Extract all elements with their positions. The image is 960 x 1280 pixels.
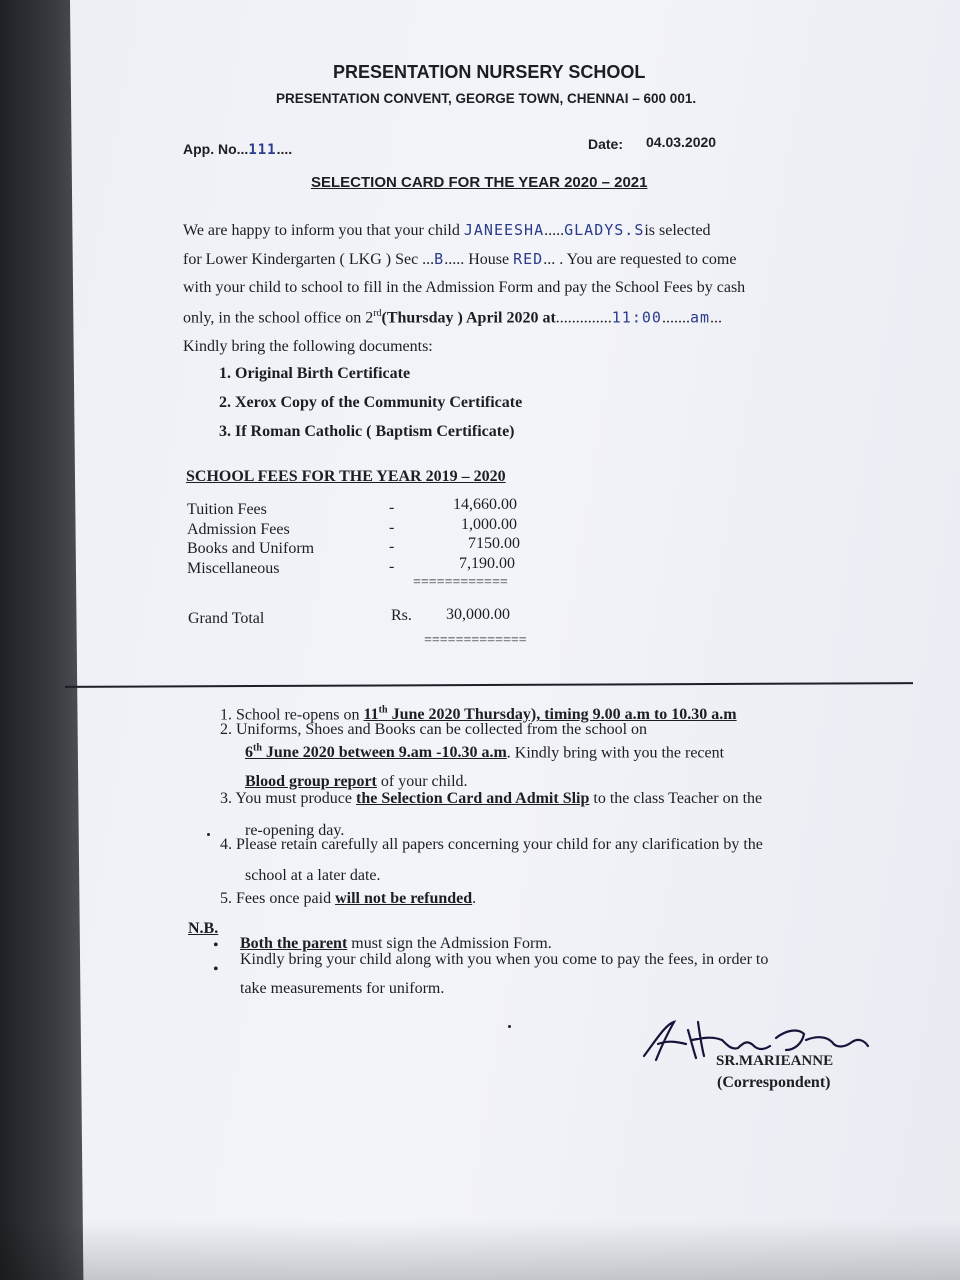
body-line-1 (183, 221, 711, 240)
school-name: PRESENTATION NURSERY SCHOOL (333, 62, 646, 82)
body-line-2-suffix: ... . You are requested to come (543, 251, 737, 268)
note-1-sup: th (378, 705, 388, 716)
note-2-line-3 (245, 773, 468, 791)
grand-total-amount: 30,000.00 (446, 606, 510, 623)
admission-time: 11:00 (611, 308, 662, 327)
time-dots-mid: ....... (661, 309, 690, 327)
child-first-name: JANEESHA (463, 221, 545, 239)
nb-label: N.B. (188, 920, 219, 937)
note-2-timing: June 2020 between 9.am -10.30 a.m (261, 744, 507, 762)
grand-total-currency: Rs. (391, 607, 412, 624)
fees-heading: SCHOOL FEES FOR THE YEAR 2019 – 2020 (186, 468, 506, 485)
body-line-4-sup: rd (373, 308, 382, 319)
speck (207, 833, 210, 836)
body-line-4-prefix: only, in the school office on 2 (183, 309, 374, 327)
blood-group-report: Blood group report (245, 773, 377, 790)
date-value: 04.03.2020 (646, 134, 717, 150)
school-address: PRESENTATION CONVENT, GEORGE TOWN, CHENNAI – 600 001. (276, 91, 697, 106)
note-1-timing: June 2020 Thursday), timing 9.00 a.m to 10.30 a.m (387, 706, 737, 724)
date-label: Date: (588, 136, 624, 152)
fee-dash: - (389, 538, 395, 555)
body-line-3: with your child to school to fill in the Admission Form and pay the School Fees by cash (183, 279, 746, 296)
note-3-documents: the Selection Card and Admit Slip (356, 790, 590, 807)
body-line-2-mid: ..... House (444, 251, 510, 268)
fee-dash: - (389, 499, 395, 516)
fee-label: Books and Uniform (187, 540, 315, 557)
admission-day: (Thursday ) April 2020 at (381, 309, 556, 327)
fee-dash: - (389, 558, 395, 575)
body-line-1-suffix: is selected (644, 222, 711, 239)
nb-item-1-bold: Both the parent (240, 935, 348, 952)
signatory-name: SR.MARIEANNE (716, 1053, 834, 1069)
fee-amount: 1,000.00 (461, 516, 517, 533)
app-no (183, 141, 292, 158)
note-4-line-1: 4. Please retain carefully all papers concerning your child for any clarification by the (220, 836, 763, 853)
signatory-role: (Correspondent) (717, 1074, 831, 1091)
note-4-line-2: school at a later date. (245, 867, 381, 884)
note-1-prefix: 1. School re-opens on (220, 706, 364, 724)
grand-total-label: Grand Total (188, 610, 265, 627)
note-5-suffix: . (472, 890, 477, 907)
note-2-rest: . Kindly bring with you the recent (506, 744, 725, 762)
note-3-line-2: re-opening day. (245, 822, 345, 839)
note-2-line-2 (245, 743, 724, 762)
note-5-prefix: 5. Fees once paid (220, 890, 336, 907)
note-3-prefix: 3. You must produce (220, 790, 357, 807)
document-item-1: 1. Original Birth Certificate (219, 365, 411, 382)
time-dots-pre: .............. (555, 309, 612, 327)
fee-amount: 14,660.00 (453, 496, 517, 513)
body-line-2-prefix: for Lower Kindergarten ( LKG ) Sec ... (183, 251, 435, 268)
fees-separator-top: ============ (413, 575, 508, 590)
note-3 (220, 790, 762, 808)
nb-item-1-rest: must sign the Admission Form. (347, 935, 552, 952)
nb-item-2-line-2: take measurements for uniform. (240, 980, 445, 997)
document-title: SELECTION CARD FOR THE YEAR 2020 – 2021 (311, 174, 648, 191)
note-3-suffix: to the class Teacher on the (589, 790, 763, 807)
body-line-5: Kindly bring the following documents: (183, 338, 433, 355)
bullet-icon: • (213, 961, 219, 978)
app-no-value: 111 (248, 142, 277, 158)
app-no-trail: .... (276, 141, 293, 157)
speck (508, 1025, 511, 1028)
house-value: RED (513, 250, 544, 268)
document-item-2: 2. Xerox Copy of the Community Certificate (219, 394, 523, 411)
fee-amount: 7,190.00 (459, 555, 515, 572)
bottom-shadow (0, 1220, 960, 1280)
body-line-4 (183, 308, 722, 327)
fee-dash: - (389, 519, 395, 536)
note-2-line-3-rest: of your child. (376, 773, 468, 790)
fees-separator-bottom: ============= (424, 633, 527, 648)
child-name-dots: ..... (544, 222, 565, 239)
note-1-day: 11 (363, 706, 379, 724)
body-line-2 (183, 250, 736, 269)
note-2-day: 6 (245, 744, 253, 762)
child-last-name: GLADYS.S (564, 221, 645, 239)
section-value: B (434, 250, 445, 268)
no-refund: will not be refunded (335, 890, 473, 907)
note-5 (220, 890, 476, 908)
nb-item-2-line-1: Kindly bring your child along with you when you come to pay the fees, in order to (240, 951, 769, 968)
note-2-date (245, 744, 507, 761)
fee-amount: 7150.00 (468, 535, 520, 552)
note-2-sup: th (253, 743, 262, 754)
fee-label: Miscellaneous (187, 560, 280, 577)
fee-label: Tuition Fees (187, 501, 267, 518)
document-item-3: 3. If Roman Catholic ( Baptism Certificate) (219, 423, 515, 440)
body-line-1-prefix: We are happy to inform you that your child (183, 222, 460, 239)
bullet-icon: • (213, 937, 219, 954)
fee-label: Admission Fees (187, 521, 290, 538)
time-dots-post: ... (710, 309, 722, 327)
admission-ampm: am (689, 308, 710, 327)
note-2-line-1: 2. Uniforms, Shoes and Books can be collected from the school on (220, 721, 648, 738)
app-no-label: App. No... (183, 141, 249, 157)
